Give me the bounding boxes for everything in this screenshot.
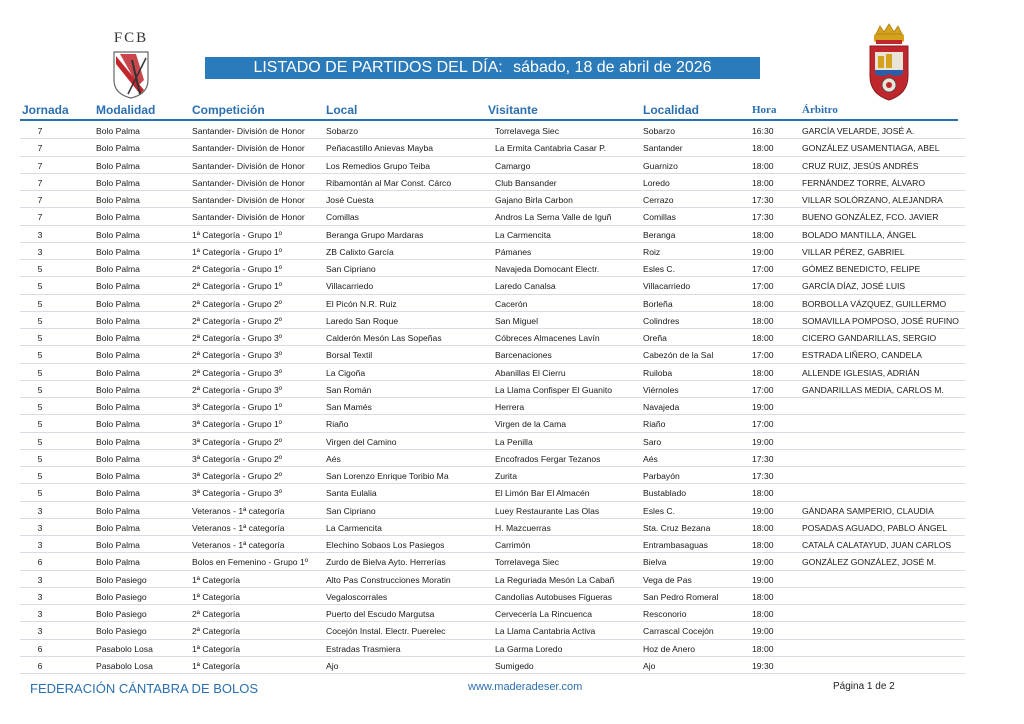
cell-arbitro: GANDARILLAS MEDIA, CARLOS M. <box>802 384 944 395</box>
cell-visitante: San Miguel <box>495 315 538 326</box>
table-row <box>20 260 965 277</box>
cell-visitante: Cervecería La Rincuenca <box>495 609 592 619</box>
cell-competicion: 2ª Categoría - Grupo 3º <box>192 333 282 343</box>
table-row <box>20 450 965 467</box>
cell-arbitro: VILLAR SOLÓRZANO, ALEJANDRA <box>802 195 943 205</box>
cell-visitante: Camargo <box>495 160 531 171</box>
cell-localidad: Beranga <box>643 229 676 240</box>
cell-local: La Carmencita <box>326 522 382 533</box>
cell-competicion: 3ª Categoría - Grupo 3º <box>192 488 282 499</box>
cell-local: San Mamés <box>326 402 372 412</box>
cell-hora: 18:00 <box>752 609 774 619</box>
cell-modalidad: Bolo Palma <box>96 212 140 223</box>
table-row <box>20 191 965 208</box>
cell-competicion: Veteranos - 1ª categoría <box>192 540 285 550</box>
cell-modalidad: Bolo Palma <box>96 402 140 412</box>
cell-jornada: 5 <box>37 488 43 499</box>
cell-jornada: 3 <box>37 505 43 516</box>
cell-arbitro: GÓMEZ BENEDICTO, FELIPE <box>802 264 921 274</box>
cell-arbitro: ALLENDE IGLESIAS, ADRIÁN <box>802 367 920 378</box>
footer-website-link[interactable]: www.maderadeser.com <box>468 681 583 693</box>
cell-arbitro: GARCÍA VELARDE, JOSÉ A. <box>802 126 915 136</box>
cell-jornada: 6 <box>37 660 43 671</box>
fcb-logo <box>106 26 156 102</box>
cell-localidad: Villacarriedo <box>643 281 691 292</box>
cell-jornada: 7 <box>37 160 43 171</box>
cell-visitante: Andros La Serna Valle de Iguñ <box>495 212 612 223</box>
cell-jornada: 5 <box>37 281 43 292</box>
title-label: LISTADO DE PARTIDOS DEL DÍA: <box>253 59 503 76</box>
cell-visitante: Sumigedo <box>495 660 534 671</box>
cell-hora: 19:00 <box>752 626 774 637</box>
cell-hora: 18:00 <box>752 643 774 654</box>
cell-localidad: Sobarzo <box>643 126 676 136</box>
cell-modalidad: Bolo Palma <box>96 540 140 550</box>
cell-hora: 18:00 <box>752 143 774 154</box>
cell-arbitro: BOLADO MANTILLA, ÁNGEL <box>802 229 917 240</box>
table-header <box>0 103 1024 119</box>
cell-localidad: Colindres <box>643 315 680 326</box>
table-row <box>20 484 965 501</box>
cell-localidad: Saro <box>643 436 662 447</box>
cell-local: San Lorenzo Enrique Toribio Ma <box>326 471 449 481</box>
cell-visitante: H. Mazcuerras <box>495 522 551 533</box>
table-row <box>20 415 965 432</box>
table-row <box>20 277 965 294</box>
cell-jornada: 7 <box>37 212 43 223</box>
cell-hora: 19:00 <box>752 436 774 447</box>
cell-visitante: La Penilla <box>495 436 533 447</box>
cell-visitante: La Garma Loredo <box>495 643 563 654</box>
cell-local: Virgen del Camino <box>326 436 397 447</box>
cell-modalidad: Bolo Pasiego <box>96 574 147 585</box>
cell-localidad: San Pedro Romeral <box>643 591 719 602</box>
cell-visitante: Club Bansander <box>495 177 557 188</box>
cell-visitante: Abanillas El Cierru <box>495 367 566 378</box>
cell-visitante: Torrelavega Siec <box>495 126 560 136</box>
cell-visitante: La Llama Confisper El Guanito <box>495 384 613 395</box>
cell-localidad: Loredo <box>643 177 670 188</box>
cell-jornada: 3 <box>37 522 43 533</box>
cell-hora: 18:00 <box>752 333 774 343</box>
fcb-logo-text: FCB <box>113 30 149 46</box>
cell-visitante: La Carmencita <box>495 229 551 240</box>
cell-hora: 18:00 <box>752 540 774 550</box>
cell-local: Puerto del Escudo Margutsa <box>326 609 435 619</box>
cell-modalidad: Bolo Palma <box>96 333 140 343</box>
cell-competicion: 2ª Categoría - Grupo 1º <box>192 281 282 292</box>
cell-arbitro: VILLAR PÉREZ, GABRIEL <box>802 246 905 257</box>
cell-hora: 18:00 <box>752 177 774 188</box>
cell-jornada: 7 <box>37 195 43 205</box>
cell-visitante: Luey Restaurante Las Olas <box>495 505 600 516</box>
cell-competicion: 1ª Categoría - Grupo 1º <box>192 229 282 240</box>
cell-hora: 17:30 <box>752 471 774 481</box>
table-row <box>20 657 965 674</box>
cell-jornada: 5 <box>37 315 43 326</box>
cell-local: Cocejón Instal. Electr. Puerelec <box>326 626 446 637</box>
cell-localidad: Bielva <box>643 557 667 568</box>
cell-arbitro: ESTRADA LIÑERO, CANDELA <box>802 350 922 361</box>
cell-hora: 18:00 <box>752 298 774 309</box>
cell-jornada: 5 <box>37 419 43 430</box>
cell-competicion: 2ª Categoría <box>192 626 241 637</box>
cell-visitante: El Limón Bar El Almacén <box>495 488 590 499</box>
cell-modalidad: Bolo Palma <box>96 143 140 154</box>
col-local: Local <box>326 103 358 117</box>
table-row <box>20 312 965 329</box>
cell-hora: 18:00 <box>752 160 774 171</box>
cell-competicion: 1ª Categoría <box>192 591 241 602</box>
cell-local: San Cipriano <box>326 264 376 274</box>
cell-hora: 18:00 <box>752 591 774 602</box>
cell-local: ZB Calixto García <box>326 246 394 257</box>
cell-visitante: Barcenaciones <box>495 350 552 361</box>
table-row <box>20 622 965 639</box>
table-row <box>20 502 965 519</box>
cell-local: Riaño <box>326 419 349 430</box>
cell-jornada: 5 <box>37 436 43 447</box>
cell-localidad: Hoz de Anero <box>643 643 696 654</box>
table-row <box>20 226 965 243</box>
cell-hora: 19:00 <box>752 505 774 516</box>
cell-competicion: Veteranos - 1ª categoría <box>192 522 285 533</box>
cell-localidad: Borleña <box>643 298 673 309</box>
col-arbitro: Árbitro <box>802 104 838 116</box>
cell-jornada: 3 <box>37 246 43 257</box>
cell-localidad: Parbayón <box>643 471 680 481</box>
cell-competicion: 3ª Categoría - Grupo 1º <box>192 419 282 430</box>
cell-visitante: Torrelavega Siec <box>495 557 560 568</box>
table-row <box>20 243 965 260</box>
cell-modalidad: Bolo Palma <box>96 177 140 188</box>
cell-jornada: 3 <box>37 591 43 602</box>
cell-hora: 17:30 <box>752 212 774 223</box>
cell-local: Villacarriedo <box>326 281 374 292</box>
cell-jornada: 3 <box>37 574 43 585</box>
cell-competicion: 3ª Categoría - Grupo 2º <box>192 436 282 447</box>
cell-localidad: Comillas <box>643 212 676 223</box>
cell-modalidad: Bolo Palma <box>96 488 140 499</box>
cell-competicion: 1ª Categoría <box>192 660 241 671</box>
page-number: Página 1 de 2 <box>833 681 895 692</box>
cell-localidad: Aés <box>643 453 658 464</box>
cell-jornada: 3 <box>37 229 43 240</box>
cell-modalidad: Bolo Palma <box>96 453 140 464</box>
header-divider <box>20 119 958 121</box>
cell-hora: 19:00 <box>752 557 774 568</box>
cell-modalidad: Bolo Palma <box>96 350 140 361</box>
cell-local: Sobarzo <box>326 126 359 136</box>
cell-localidad: Sta. Cruz Bezana <box>643 522 711 533</box>
matches-table <box>0 122 1024 674</box>
cell-modalidad: Bolo Palma <box>96 160 140 171</box>
cell-modalidad: Bolo Palma <box>96 315 140 326</box>
cell-hora: 17:30 <box>752 195 774 205</box>
table-row <box>20 467 965 484</box>
bolo-shield-icon <box>110 50 152 100</box>
cell-hora: 19:30 <box>752 660 774 671</box>
col-competicion: Competición <box>192 103 265 117</box>
table-row <box>20 398 965 415</box>
cell-hora: 18:00 <box>752 522 774 533</box>
cell-localidad: Cabezón de la Sal <box>643 350 714 361</box>
cell-local: Elechino Sobaos Los Pasiegos <box>326 540 445 550</box>
cell-localidad: Viérnoles <box>643 384 679 395</box>
cell-modalidad: Pasabolo Losa <box>96 643 153 654</box>
cell-visitante: Gajano Birla Carbon <box>495 195 573 205</box>
cell-local: Laredo San Roque <box>326 315 399 326</box>
cell-competicion: Veteranos - 1ª categoría <box>192 505 285 516</box>
cell-arbitro: CRUZ RUIZ, JESÚS ANDRÉS <box>802 160 919 171</box>
cell-visitante: Candolías Autobuses Figueras <box>495 591 613 602</box>
cell-jornada: 5 <box>37 471 43 481</box>
cell-hora: 17:30 <box>752 453 774 464</box>
cell-competicion: Santander- División de Honor <box>192 195 305 205</box>
cell-arbitro: CATALÁ CALATAYUD, JUAN CARLOS <box>802 540 952 550</box>
cell-modalidad: Bolo Palma <box>96 281 140 292</box>
cell-visitante: Carrimón <box>495 540 531 550</box>
cell-local: Alto Pas Construcciones Moratin <box>326 574 451 585</box>
cell-hora: 17:00 <box>752 419 774 430</box>
col-hora: Hora <box>752 104 777 116</box>
cell-arbitro: GÁNDARA SAMPERIO, CLAUDIA <box>802 505 934 516</box>
table-row <box>20 381 965 398</box>
table-row <box>20 640 965 657</box>
cell-competicion: 3ª Categoría - Grupo 1º <box>192 402 282 412</box>
cell-local: La Cigoña <box>326 367 366 378</box>
cell-localidad: Resconorio <box>643 609 687 619</box>
table-row <box>20 605 965 622</box>
cell-modalidad: Bolo Palma <box>96 522 140 533</box>
table-row <box>20 329 965 346</box>
cell-visitante: Navajeda Domocant Electr. <box>495 264 600 274</box>
cell-local: Zurdo de Bielva Ayto. Herrerías <box>326 557 446 568</box>
title-date: sábado, 18 de abril de 2026 <box>513 59 712 76</box>
cell-localidad: Esles C. <box>643 505 675 516</box>
cell-local: Ajo <box>326 660 339 671</box>
cell-competicion: 2ª Categoría - Grupo 2º <box>192 315 282 326</box>
cell-visitante: Cóbreces Almacenes Lavín <box>495 333 600 343</box>
cell-jornada: 5 <box>37 402 43 412</box>
cell-modalidad: Bolo Palma <box>96 557 140 568</box>
cell-arbitro: POSADAS AGUADO, PABLO ÁNGEL <box>802 522 948 533</box>
cell-hora: 18:00 <box>752 229 774 240</box>
cell-visitante: La Reguriada Mesón La Cabañ <box>495 574 615 585</box>
cell-modalidad: Bolo Palma <box>96 126 140 136</box>
cell-visitante: Laredo Canalsa <box>495 281 556 292</box>
col-visitante: Visitante <box>488 103 538 117</box>
cell-competicion: Santander- División de Honor <box>192 212 305 223</box>
cell-competicion: Santander- División de Honor <box>192 143 305 154</box>
cell-competicion: 1ª Categoría <box>192 574 241 585</box>
cell-local: Borsal Textil <box>326 350 373 361</box>
table-row <box>20 519 965 536</box>
cell-modalidad: Bolo Pasiego <box>96 626 147 637</box>
cell-hora: 17:00 <box>752 281 774 292</box>
cell-competicion: 3ª Categoría - Grupo 2º <box>192 453 282 464</box>
cell-jornada: 5 <box>37 264 43 274</box>
cell-local: Aés <box>326 453 341 464</box>
cell-arbitro: BORBOLLA VÁZQUEZ, GUILLERMO <box>802 298 947 309</box>
cell-local: Ribamontán al Mar Const. Cárco <box>326 177 452 188</box>
cell-arbitro: GARCÍA DÍAZ, JOSÉ LUIS <box>802 281 906 292</box>
cell-arbitro: GONZÁLEZ USAMENTIAGA, ABEL <box>802 143 940 154</box>
cell-jornada: 5 <box>37 298 43 309</box>
cell-jornada: 7 <box>37 177 43 188</box>
cell-competicion: 1ª Categoría <box>192 643 241 654</box>
cell-visitante: Cacerón <box>495 298 528 309</box>
table-row <box>20 536 965 553</box>
cantabria-crest-icon <box>866 22 912 104</box>
cell-hora: 19:00 <box>752 246 774 257</box>
cell-competicion: Bolos en Femenino - Grupo 1º <box>192 557 308 568</box>
cell-visitante: Zurita <box>495 471 517 481</box>
cell-modalidad: Bolo Palma <box>96 436 140 447</box>
table-row <box>20 433 965 450</box>
col-modalidad: Modalidad <box>96 103 156 117</box>
table-row <box>20 122 965 139</box>
cell-modalidad: Bolo Pasiego <box>96 591 147 602</box>
cell-local: Comillas <box>326 212 359 223</box>
cell-modalidad: Bolo Palma <box>96 471 140 481</box>
table-row <box>20 364 965 381</box>
table-row <box>20 571 965 588</box>
table-row <box>20 208 965 225</box>
table-row <box>20 346 965 363</box>
table-row <box>20 295 965 312</box>
cell-competicion: 2ª Categoría - Grupo 3º <box>192 384 282 395</box>
cell-local: José Cuesta <box>326 195 374 205</box>
table-row <box>20 588 965 605</box>
table-row <box>20 553 965 570</box>
cell-arbitro: SOMAVILLA POMPOSO, JOSÉ RUFINO <box>802 315 959 326</box>
cell-localidad: Ruiloba <box>643 367 673 378</box>
cell-hora: 18:00 <box>752 488 774 499</box>
cell-competicion: Santander- División de Honor <box>192 177 305 188</box>
page-title <box>205 57 760 79</box>
footer-organization: FEDERACIÓN CÁNTABRA DE BOLOS <box>30 681 259 696</box>
cell-visitante: Herrera <box>495 402 525 412</box>
cell-modalidad: Bolo Palma <box>96 298 140 309</box>
cell-jornada: 5 <box>37 453 43 464</box>
cell-hora: 18:00 <box>752 315 774 326</box>
cell-jornada: 5 <box>37 367 43 378</box>
cell-competicion: 2ª Categoría <box>192 609 241 619</box>
cell-localidad: Cerrazo <box>643 195 674 205</box>
cell-jornada: 5 <box>37 384 43 395</box>
cell-modalidad: Bolo Palma <box>96 505 140 516</box>
cell-arbitro: GONZÁLEZ GONZÁLEZ, JOSÉ M. <box>802 557 937 568</box>
cell-local: Estradas Trasmiera <box>326 643 401 654</box>
cell-jornada: 3 <box>37 540 43 550</box>
cell-jornada: 6 <box>37 557 43 568</box>
cell-modalidad: Bolo Palma <box>96 419 140 430</box>
cell-competicion: 2ª Categoría - Grupo 1º <box>192 264 282 274</box>
cell-competicion: Santander- División de Honor <box>192 126 305 136</box>
cell-hora: 16:30 <box>752 126 774 136</box>
cell-hora: 18:00 <box>752 367 774 378</box>
cell-jornada: 7 <box>37 143 43 154</box>
cell-visitante: La Llama Cantabria Activa <box>495 626 596 637</box>
cell-competicion: Santander- División de Honor <box>192 160 305 171</box>
cell-hora: 17:00 <box>752 350 774 361</box>
cell-local: San Román <box>326 384 372 395</box>
table-row <box>20 174 965 191</box>
cell-modalidad: Pasabolo Losa <box>96 660 153 671</box>
cell-modalidad: Bolo Palma <box>96 195 140 205</box>
cell-modalidad: Bolo Palma <box>96 229 140 240</box>
cell-localidad: Bustablado <box>643 488 687 499</box>
cell-localidad: Guarnizo <box>643 160 678 171</box>
cell-competicion: 2ª Categoría - Grupo 2º <box>192 298 282 309</box>
cell-competicion: 2ª Categoría - Grupo 3º <box>192 350 282 361</box>
cell-jornada: 6 <box>37 643 43 654</box>
cell-local: Peñacastillo Anievas Mayba <box>326 143 434 154</box>
col-jornada: Jornada <box>22 103 69 117</box>
cell-localidad: Esles C. <box>643 264 675 274</box>
cell-localidad: Navajeda <box>643 402 680 412</box>
cell-competicion: 2ª Categoría - Grupo 3º <box>192 367 282 378</box>
cell-modalidad: Bolo Pasiego <box>96 609 147 619</box>
cell-hora: 17:00 <box>752 384 774 395</box>
cell-modalidad: Bolo Palma <box>96 384 140 395</box>
cell-localidad: Carrascal Cocejón <box>643 626 714 637</box>
cell-jornada: 7 <box>37 126 43 136</box>
cell-modalidad: Bolo Palma <box>96 264 140 274</box>
cell-jornada: 5 <box>37 333 43 343</box>
cell-localidad: Ajo <box>643 660 656 671</box>
cell-local: El Picón N.R. Ruiz <box>326 298 397 309</box>
cell-local: Beranga Grupo Mardaras <box>326 229 424 240</box>
cell-hora: 17:00 <box>752 264 774 274</box>
cell-visitante: Pámanes <box>495 246 532 257</box>
cell-hora: 19:00 <box>752 574 774 585</box>
cell-local: San Cipriano <box>326 505 376 516</box>
cell-local: Santa Eulalia <box>326 488 377 499</box>
col-localidad: Localidad <box>643 103 700 117</box>
cell-arbitro: CICERO GANDARILLAS, SERGIO <box>802 333 937 343</box>
cell-visitante: Encofrados Fergar Tezanos <box>495 453 601 464</box>
table-row <box>20 157 965 174</box>
cell-localidad: Riaño <box>643 419 666 430</box>
cell-jornada: 3 <box>37 609 43 619</box>
cell-arbitro: BUENO GONZÁLEZ, FCO. JAVIER <box>802 212 939 223</box>
cell-competicion: 3ª Categoría - Grupo 2º <box>192 471 282 481</box>
cell-modalidad: Bolo Palma <box>96 367 140 378</box>
cell-visitante: La Ermita Cantabria Casar P. <box>495 143 607 154</box>
cell-localidad: Vega de Pas <box>643 574 692 585</box>
cell-visitante: Virgen de la Cama <box>495 419 567 430</box>
cell-jornada: 5 <box>37 350 43 361</box>
cell-localidad: Entrambasaguas <box>643 540 708 550</box>
table-row <box>20 139 965 156</box>
cell-localidad: Oreña <box>643 333 667 343</box>
cell-local: Los Remedios Grupo Teiba <box>326 160 430 171</box>
cell-localidad: Santander <box>643 143 683 154</box>
cell-local: Calderón Mesón Las Sopeñas <box>326 333 442 343</box>
cell-localidad: Roiz <box>643 246 661 257</box>
cell-competicion: 1ª Categoría - Grupo 1º <box>192 246 282 257</box>
cell-hora: 19:00 <box>752 402 774 412</box>
cell-local: Vegaloscorrales <box>326 591 388 602</box>
cell-arbitro: FERNÁNDEZ TORRE, ÁLVARO <box>802 177 926 188</box>
cell-modalidad: Bolo Palma <box>96 246 140 257</box>
cell-jornada: 3 <box>37 626 43 637</box>
